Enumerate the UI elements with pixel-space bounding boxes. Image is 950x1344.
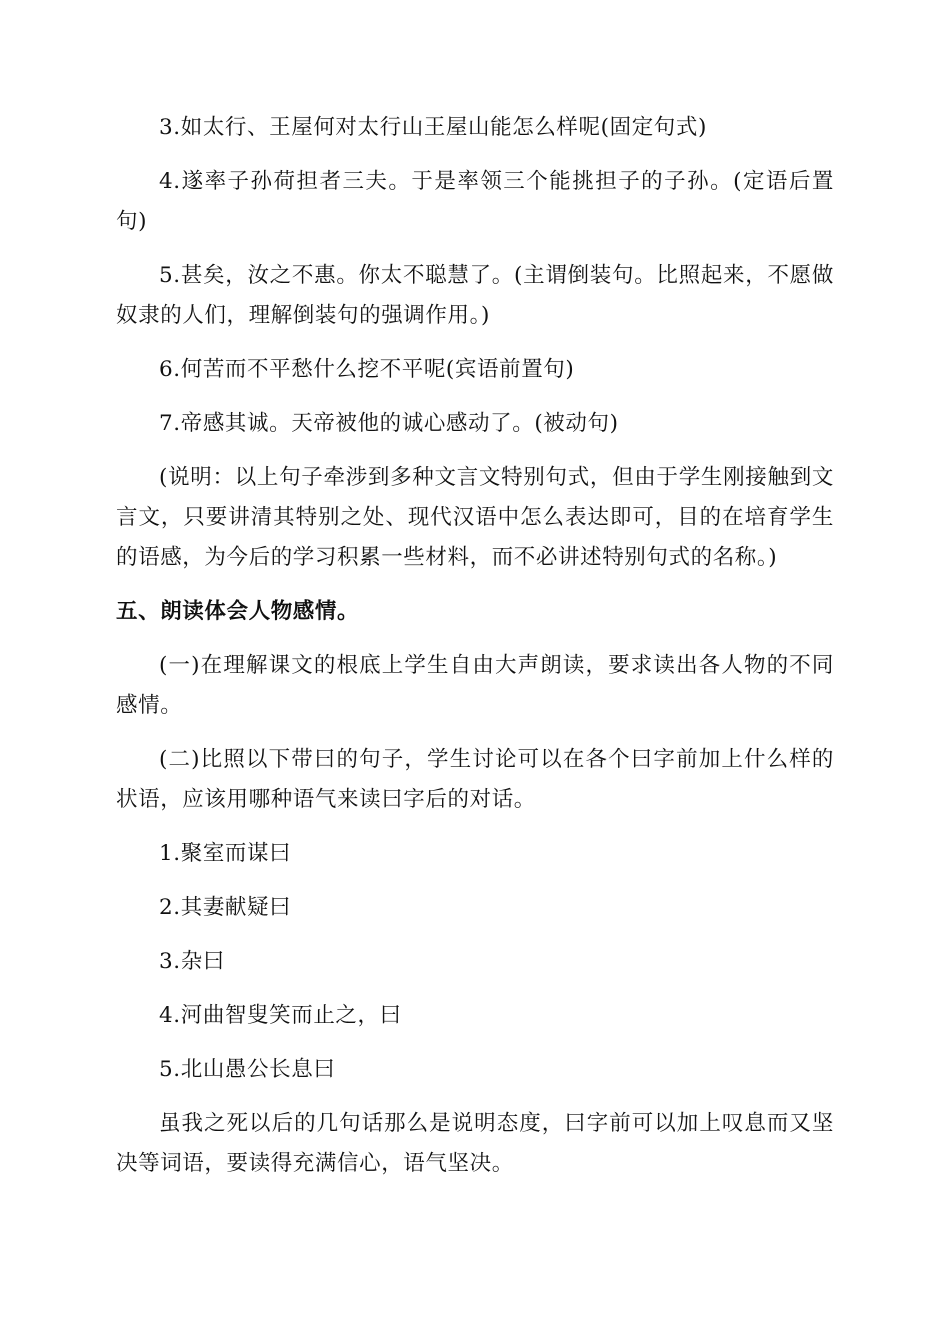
- sentence-item-6: 6.何苦而不平愁什么挖不平呢(宾语前置句): [159, 357, 575, 382]
- sentence-item-3: 3.如太行、王屋何对太行山王屋山能怎么样呢(固定句式): [159, 115, 707, 140]
- reading-step-2: (二)比照以下带曰的句子，学生讨论可以在各个曰字前加上什么样的状语，应该用哪种语气来读曰字后的对话。: [116, 747, 834, 812]
- yue-sentence-5: 5.北山愚公长息曰: [159, 1057, 336, 1082]
- section-heading: 五、朗读体会人物感情。: [116, 599, 360, 624]
- yue-sentence-2: 2.其妻献疑曰: [159, 895, 292, 920]
- sentence-item-5: 5.甚矣，汝之不惠。你太不聪慧了。(主谓倒装句。比照起来，不愿做奴隶的人们，理解倒装句的强调作用。): [116, 263, 834, 328]
- yue-sentence-4: 4.河曲智叟笑而止之，曰: [159, 1003, 402, 1028]
- closing-paragraph: 虽我之死以后的几句话那么是说明态度，曰字前可以加上叹息而又坚决等词语，要读得充满信心，语气坚决。: [116, 1111, 834, 1176]
- sentence-item-4: 4.遂率子孙荷担者三夫。于是率领三个能挑担子的子孙。(定语后置句): [116, 169, 834, 234]
- reading-step-1: (一)在理解课文的根底上学生自由大声朗读，要求读出各人物的不同感情。: [116, 653, 834, 718]
- explanation-note: (说明：以上句子牵涉到多种文言文特别句式，但由于学生刚接触到文言文，只要讲清其特别之处、现代汉语中怎么表达即可，目的在培育学生的语感，为今后的学习积累一些材料，而不必讲述特别句式的名称。): [116, 465, 834, 570]
- yue-sentence-3: 3.杂曰: [159, 949, 225, 974]
- sentence-item-7: 7.帝感其诚。天帝被他的诚心感动了。(被动句): [159, 411, 619, 436]
- yue-sentence-1: 1.聚室而谋曰: [159, 841, 292, 866]
- document-page: [116, 108, 834, 1198]
